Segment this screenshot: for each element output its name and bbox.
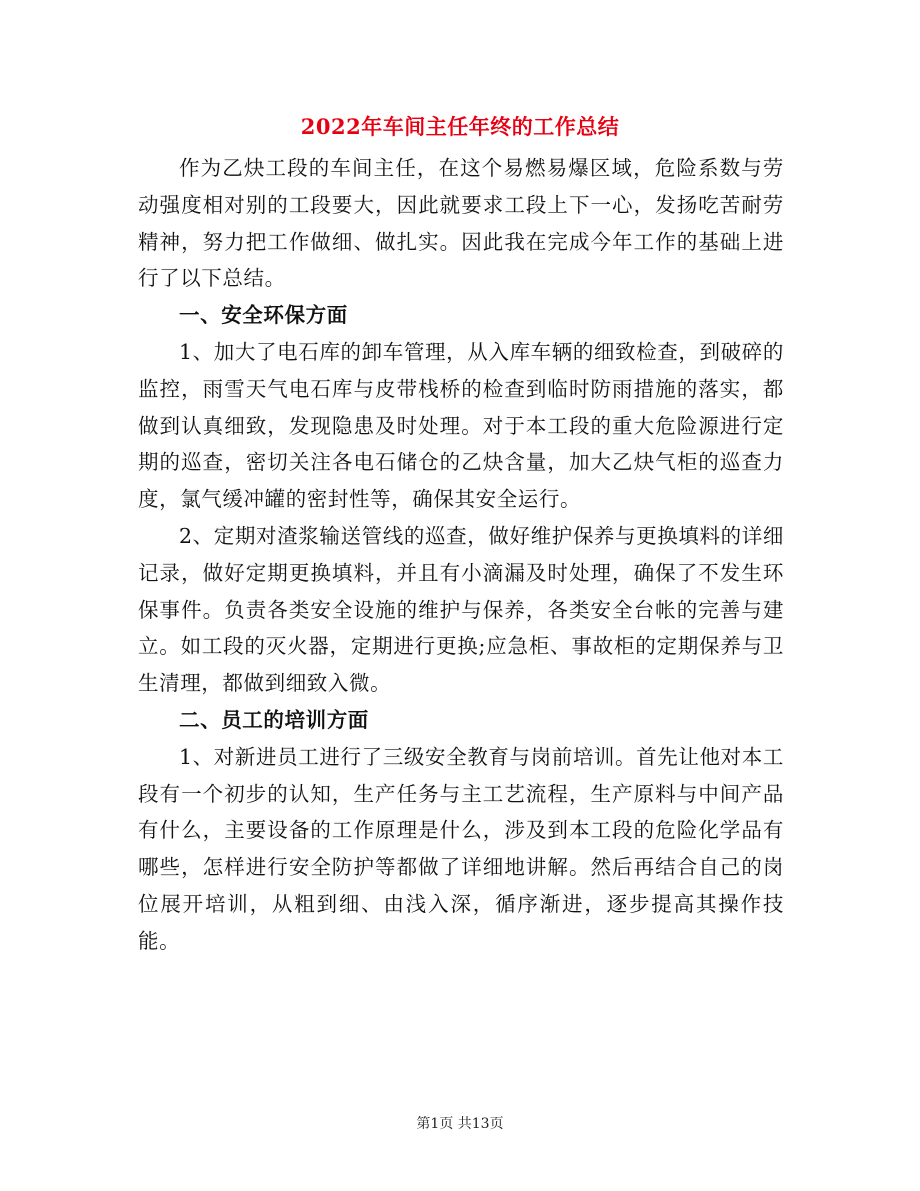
document-title: 2022年车间主任年终的工作总结 [300, 114, 620, 139]
page-number-footer: 第1页 共13页 [416, 1116, 504, 1132]
document-body [138, 150, 784, 960]
section-heading-training: 二、员工的培训方面 [179, 707, 369, 732]
intro-paragraph: 作为乙炔工段的车间主任，在这个易燃易爆区域，危险系数与劳动强度相对别的工段要大，因此就要求工段上下一心，发扬吃苦耐劳精神，努力把工作做细、做扎实。因此我在完成今年工作的基础上进行了以下总结。 [138, 156, 784, 291]
safety-paragraph-1: 1、加大了电石库的卸车管理，从入库车辆的细致检查，到破碎的监控，雨雪天气电石库与皮带栈桥的检查到临时防雨措施的落实，都做到认真细致，发现隐患及时处理。对于本工段的重大危险源进行定期的巡查，密切关注各电石储仓的乙炔含量，加大乙炔气柜的巡查力度，氯气缓冲罐的密封性等，确保其安全运行。 [138, 339, 784, 512]
safety-paragraph-2: 2、定期对渣浆输送管线的巡查，做好维护保养与更换填料的详细记录，做好定期更换填料，并且有小滴漏及时处理，确保了不发生环保事件。负责各类安全设施的维护与保养，各类安全台帐的完善与建立。如工段的灭火器，定期进行更换;应急柜、事故柜的定期保养与卫生清理，都做到细致入微。 [138, 523, 784, 696]
section-heading-safety: 一、安全环保方面 [179, 303, 348, 328]
training-paragraph-1: 1、对新进员工进行了三级安全教育与岗前培训。首先让他对本工段有一个初步的认知，生产任务与主工艺流程，生产原料与中间产品有什么，主要设备的工作原理是什么，涉及到本工段的危险化学品有哪些，怎样进行安全防护等都做了详细地讲解。然后再结合自己的岗位展开培训，从粗到细、由浅入深，循序渐进，逐步提高其操作技能。 [138, 744, 784, 953]
